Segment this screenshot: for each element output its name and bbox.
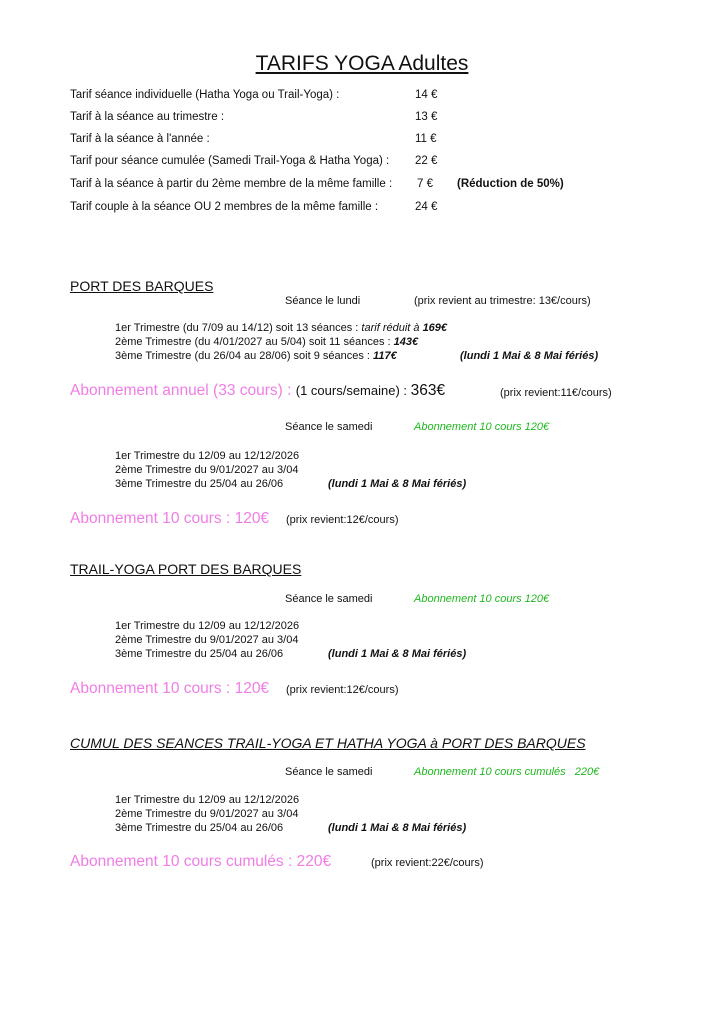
- samedi-feries-note: (lundi 1 Mai & 8 Mai fériés): [328, 478, 467, 490]
- cumul-seance-label: Séance le samedi: [285, 766, 373, 778]
- trail-trimestre-3: 3ème Trimestre du 25/04 au 26/06: [115, 648, 284, 660]
- tarif-label-famille: Tarif à la séance à partir du 2ème membre de la même famille :: [70, 178, 393, 190]
- tarif-price-cumulee: 22 €: [415, 155, 438, 167]
- cumul-trimestre-1: 1er Trimestre du 12/09 au 12/12/2026: [115, 794, 300, 806]
- lundi-trimestre-1: 1er Trimestre (du 7/09 au 14/12) soit 13 séances : tarif réduit à 169€: [115, 322, 448, 334]
- abonnement-annuel: Abonnement annuel (33 cours) : (1 cours/semaine) : 363€: [70, 382, 446, 399]
- samedi-abonnement-green: Abonnement 10 cours 120€: [414, 421, 550, 433]
- tarif-label-cumulee: Tarif pour séance cumulée (Samedi Trail-Yoga & Hatha Yoga) :: [70, 155, 390, 167]
- lundi-trimestre-2: 2ème Trimestre (du 4/01/2027 au 5/04) soit 11 séances : 143€: [115, 336, 419, 348]
- trail-seance-label: Séance le samedi: [285, 593, 373, 605]
- lundi-feries-note: (lundi 1 Mai & 8 Mai fériés): [460, 350, 599, 362]
- lundi-trimestre-3: 3ème Trimestre (du 26/04 au 28/06) soit 9 séances : 117€: [115, 350, 397, 362]
- tarif-price-individuelle: 14 €: [415, 89, 438, 101]
- tarif-price-annee: 11 €: [415, 133, 437, 145]
- tarif-note-famille: (Réduction de 50%): [457, 178, 564, 190]
- tarif-price-couple: 24 €: [415, 201, 438, 213]
- seance-lundi-label: Séance le lundi: [285, 295, 361, 307]
- tarif-label-couple: Tarif couple à la séance OU 2 membres de la même famille :: [70, 201, 379, 213]
- prix-trimestre-lundi: (prix revient au trimestre: 13€/cours): [414, 295, 591, 307]
- samedi-trimestre-3: 3ème Trimestre du 25/04 au 26/06: [115, 478, 284, 490]
- cumul-trimestre-3: 3ème Trimestre du 25/04 au 26/06: [115, 822, 284, 834]
- abonnement-samedi: Abonnement 10 cours : 120€: [70, 510, 270, 527]
- cumul-abonnement-green: Abonnement 10 cours cumulés 220€: [414, 766, 600, 778]
- trail-abonnement: Abonnement 10 cours : 120€: [70, 680, 270, 697]
- tarif-price-famille: 7 €: [417, 178, 433, 190]
- samedi-trimestre-1: 1er Trimestre du 12/09 au 12/12/2026: [115, 450, 300, 462]
- section-heading-port: PORT DES BARQUES: [70, 278, 214, 294]
- abonnement-annuel-prix: (prix revient:11€/cours): [500, 387, 612, 399]
- seance-samedi-label: Séance le samedi: [285, 421, 373, 433]
- tarif-label-annee: Tarif à la séance à l'année :: [70, 133, 210, 145]
- abonnement-samedi-prix: (prix revient:12€/cours): [286, 514, 399, 526]
- trail-trimestre-2: 2ème Trimestre du 9/01/2027 au 3/04: [115, 634, 299, 646]
- section-heading-trail: TRAIL-YOGA PORT DES BARQUES: [70, 561, 302, 577]
- trail-abonnement-green: Abonnement 10 cours 120€: [414, 593, 550, 605]
- samedi-trimestre-2: 2ème Trimestre du 9/01/2027 au 3/04: [115, 464, 299, 476]
- cumul-trimestre-2: 2ème Trimestre du 9/01/2027 au 3/04: [115, 808, 299, 820]
- section-heading-cumul: CUMUL DES SEANCES TRAIL-YOGA ET HATHA YOGA à PORT DES BARQUES: [70, 735, 586, 751]
- tarif-label-individuelle: Tarif séance individuelle (Hatha Yoga ou Trail-Yoga) :: [70, 89, 340, 101]
- cumul-abonnement: Abonnement 10 cours cumulés : 220€: [70, 853, 332, 870]
- cumul-abonnement-prix: (prix revient:22€/cours): [371, 857, 484, 869]
- page-title: TARIFS YOGA Adultes: [255, 52, 469, 75]
- trail-abonnement-prix: (prix revient:12€/cours): [286, 684, 399, 696]
- cumul-feries-note: (lundi 1 Mai & 8 Mai fériés): [328, 822, 467, 834]
- tarif-label-trimestre: Tarif à la séance au trimestre :: [70, 111, 225, 123]
- trail-trimestre-1: 1er Trimestre du 12/09 au 12/12/2026: [115, 620, 300, 632]
- tarif-price-trimestre: 13 €: [415, 111, 438, 123]
- trail-feries-note: (lundi 1 Mai & 8 Mai fériés): [328, 648, 467, 660]
